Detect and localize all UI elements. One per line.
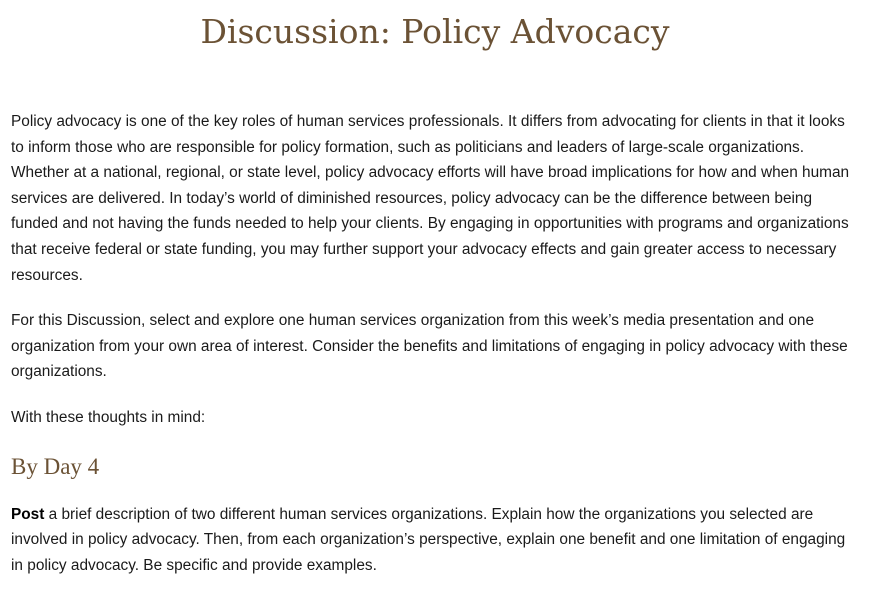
instructions-paragraph: For this Discussion, select and explore one human services organization from this week’s media presentation and one organization from your own area of interest. Consider the benefits and limitations of engaging in policy advocacy with these organizations. — [11, 312, 848, 381]
page-title: Discussion: Policy Advocacy — [200, 12, 670, 51]
post-instructions-paragraph — [11, 502, 859, 579]
post-instructions-text: a brief description of two different human services organizations. Explain how the organizations you selected are involved in policy advocacy. Then, from each organization’s perspective, explain one benefit and one limitation of engaging in policy advocacy. Be specific and provide examples. — [11, 505, 846, 574]
section-heading-day-4: By Day 4 — [11, 453, 100, 479]
post-label: Post — [11, 505, 45, 523]
thoughts-paragraph: With these thoughts in mind: — [11, 408, 206, 426]
intro-paragraph: Policy advocacy is one of the key roles of human services professionals. It differs from advocating for clients in that it looks to inform those who are responsible for policy formation, such as politicians and leaders of large-scale organizations. Whether at a national, regional, or state level, policy advocacy efforts will have broad implications for how and when human services are delivered. In today’s world of diminished resources, policy advocacy can be the difference between being funded and not having the funds needed to help your clients. By engaging in opportunities with programs and organizations that receive federal or state funding, you may further support your advocacy effects and gain greater access to necessary resources. — [11, 113, 850, 284]
